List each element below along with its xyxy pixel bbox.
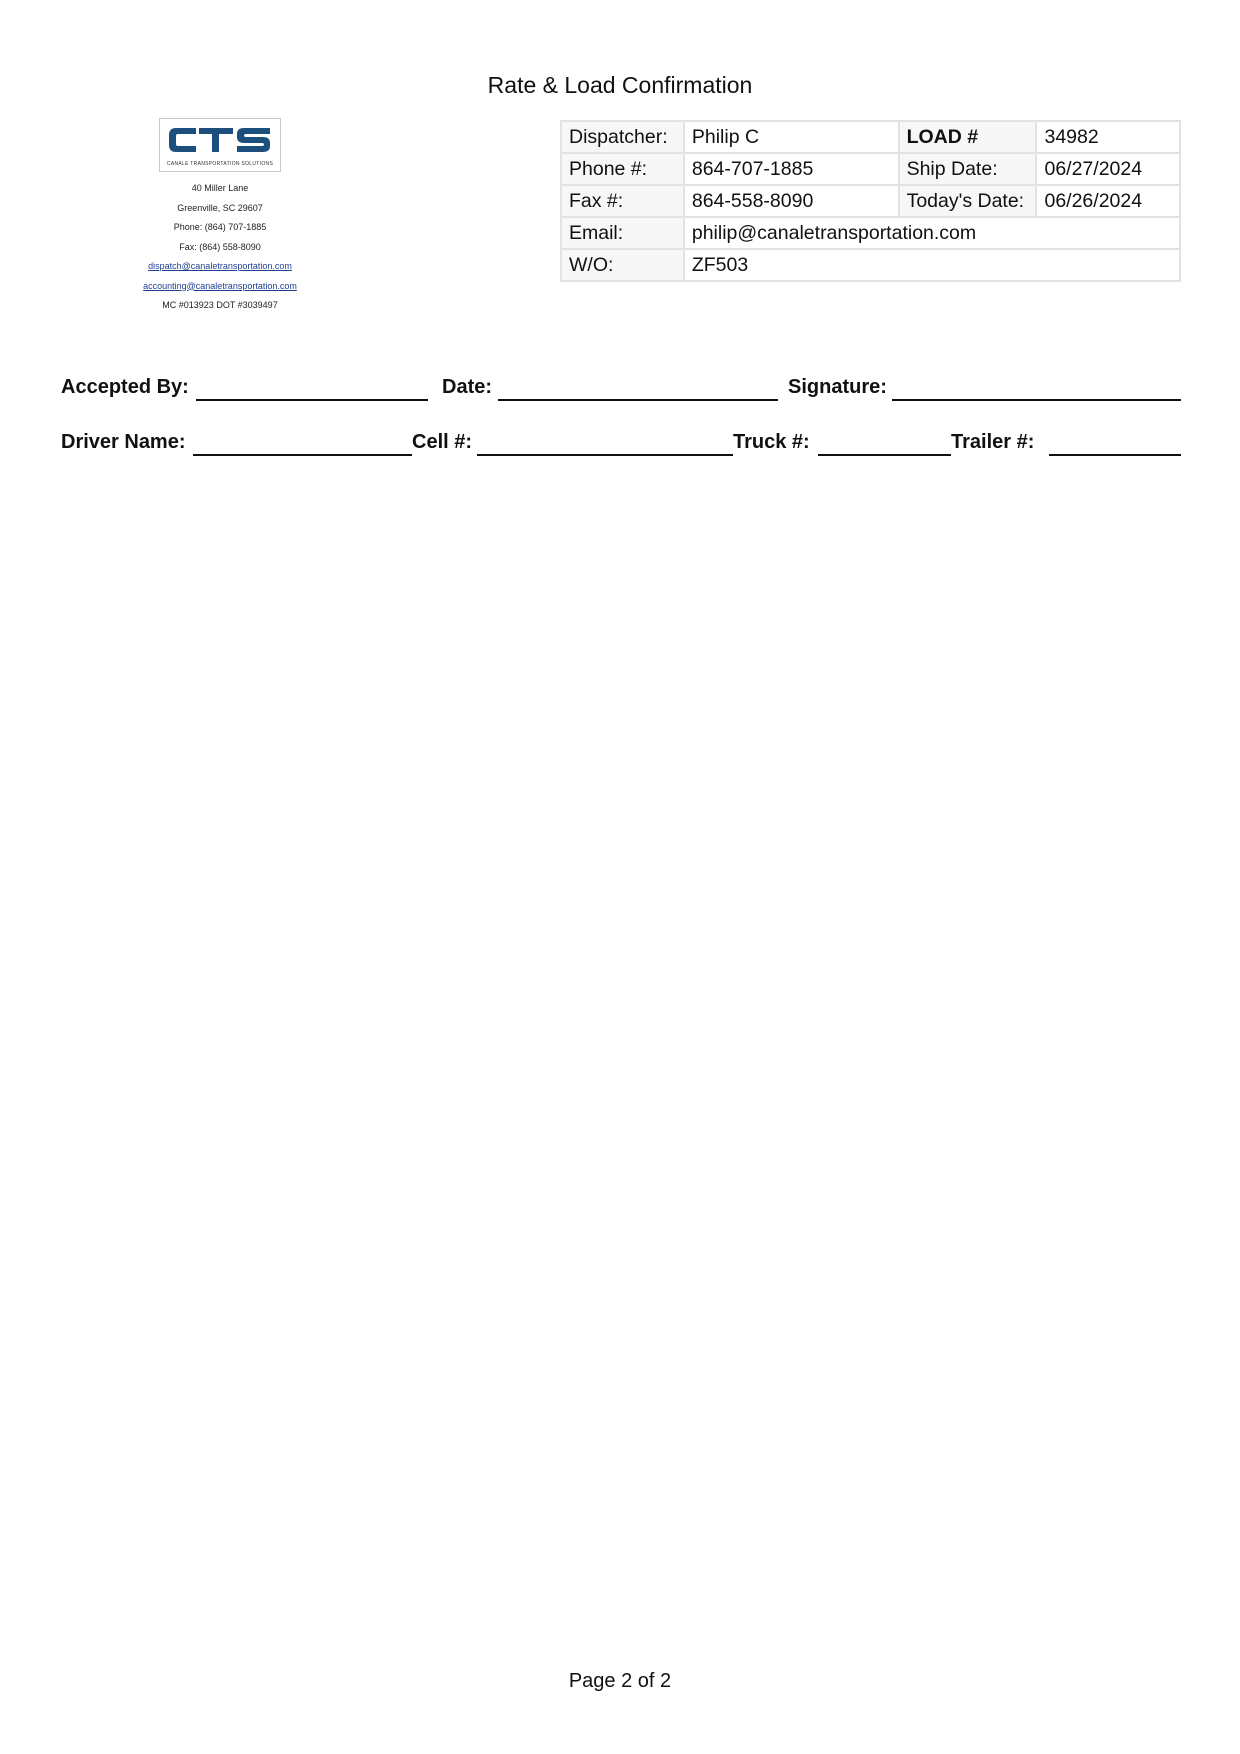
email-label: Email:: [561, 217, 684, 249]
trailer-label: Trailer #:: [951, 431, 1035, 453]
phone-line: Phone: (864) 707-1885: [173, 222, 267, 232]
dispatch-email-link[interactable]: dispatch@canaletransportation.com: [148, 261, 292, 271]
work-order-label: W/O:: [561, 249, 684, 281]
company-info-block: [120, 118, 320, 316]
ship-date-value: 06/27/2024: [1036, 153, 1180, 185]
signature-field[interactable]: [892, 399, 1181, 401]
work-order-value: ZF503: [684, 249, 1180, 281]
accepted-by-field[interactable]: [196, 399, 428, 401]
driver-row: [61, 430, 1181, 460]
company-logo: [159, 118, 281, 172]
load-info-table: [560, 120, 1181, 282]
cell-label: Cell #:: [412, 431, 473, 453]
table-row: [561, 153, 1180, 185]
todays-date-label: Today's Date:: [899, 185, 1037, 217]
dispatcher-value: Philip C: [684, 121, 899, 153]
acceptance-row: [61, 375, 1181, 405]
table-row: [561, 249, 1180, 281]
page-number: Page 2 of 2: [568, 1670, 672, 1692]
todays-date-value: 06/26/2024: [1036, 185, 1180, 217]
page-title: Rate & Load Confirmation: [487, 72, 753, 98]
date-label: Date:: [442, 376, 493, 398]
address-line: Greenville, SC 29607: [177, 202, 263, 213]
table-row: [561, 121, 1180, 153]
cell-field[interactable]: [477, 454, 733, 456]
table-row: [561, 185, 1180, 217]
fax-value: 864-558-8090: [684, 185, 899, 217]
ship-date-label: Ship Date:: [899, 153, 1037, 185]
fax-line: Fax: (864) 558-8090: [179, 241, 261, 252]
mc-dot-numbers: MC #013923 DOT #3039497: [162, 300, 278, 310]
email-value: philip@canaletransportation.com: [684, 217, 1180, 249]
table-row: [561, 217, 1180, 249]
load-number-value: 34982: [1036, 121, 1180, 153]
company-address: [120, 179, 320, 316]
truck-field[interactable]: [818, 454, 951, 456]
date-field[interactable]: [498, 399, 778, 401]
driver-name-label: Driver Name:: [61, 431, 186, 453]
address-line: 40 Miller Lane: [191, 183, 249, 193]
phone-value: 864-707-1885: [684, 153, 899, 185]
phone-label: Phone #:: [561, 153, 684, 185]
signature-label: Signature:: [788, 376, 887, 398]
logo-tagline: CANALE TRANSPORTATION SOLUTIONS: [166, 161, 274, 167]
trailer-field[interactable]: [1049, 454, 1181, 456]
dispatcher-label: Dispatcher:: [561, 121, 684, 153]
accepted-by-label: Accepted By:: [61, 376, 189, 398]
fax-label: Fax #:: [561, 185, 684, 217]
truck-label: Truck #:: [733, 431, 810, 453]
accounting-email-link[interactable]: accounting@canaletransportation.com: [143, 280, 297, 291]
cts-logo-mark: [166, 122, 274, 158]
driver-name-field[interactable]: [193, 454, 412, 456]
load-number-label: LOAD #: [899, 121, 1037, 153]
